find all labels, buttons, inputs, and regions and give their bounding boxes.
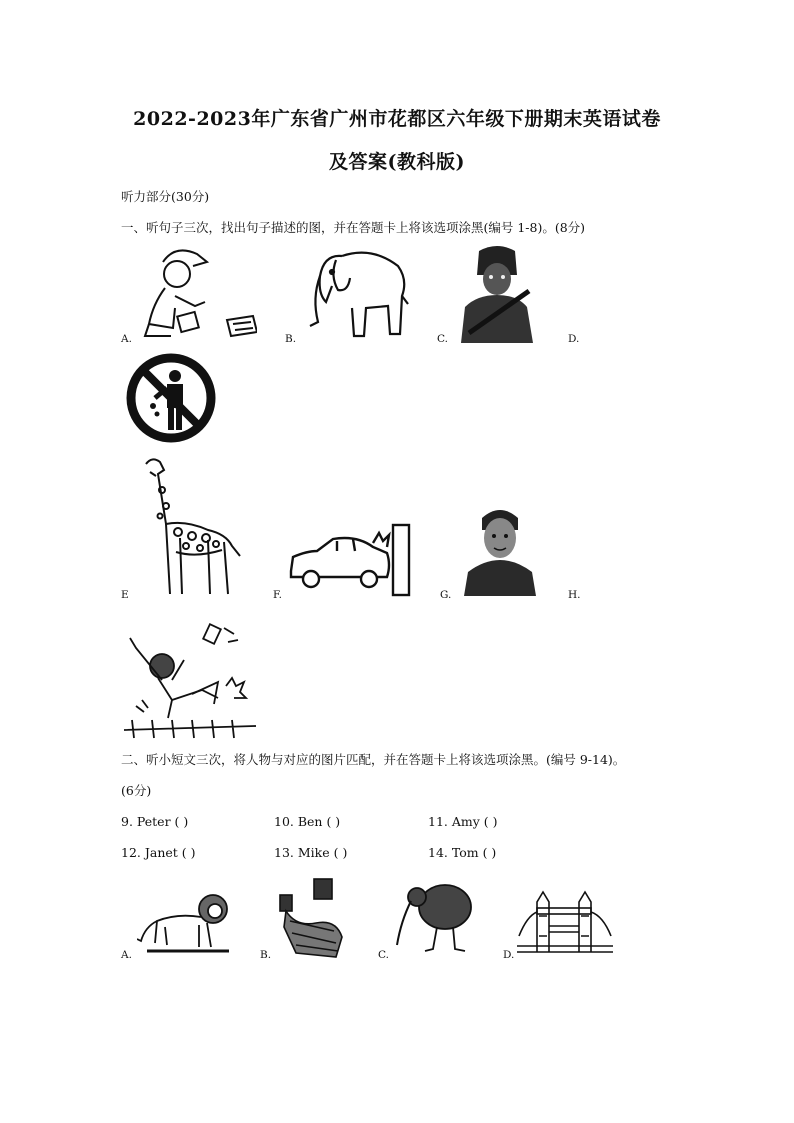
option-label-f: F.: [273, 589, 282, 601]
section-heading: 听力部分(30分): [121, 189, 210, 204]
match-label-a: A.: [121, 949, 132, 961]
match-label-b: B.: [260, 949, 272, 961]
match-label-d: D.: [503, 949, 515, 961]
option-label-b: B.: [285, 333, 297, 345]
tower-bridge-image: [517, 886, 613, 958]
option-label-g: G.: [440, 589, 452, 601]
kiwi-bird-image: [395, 873, 475, 953]
part2-instruction-score: (6分): [121, 783, 152, 798]
item-9: 9. Peter ( ): [121, 814, 189, 829]
page-subtitle: 及答案(教科版): [329, 151, 465, 173]
option-label-d: D.: [568, 333, 580, 345]
car-crash-image: [287, 521, 413, 597]
item-13: 13. Mike ( ): [274, 845, 348, 860]
option-label-a: A.: [121, 333, 132, 345]
great-wall-image: [276, 877, 348, 959]
elephant-image: [302, 246, 410, 342]
item-12: 12. Janet ( ): [121, 845, 196, 860]
page-title: 2022-2023年广东省广州市花都区六年级下册期末英语试卷: [133, 108, 661, 130]
part1-instruction: 一、听句子三次，找出句子描述的图，并在答题卡上将该选项涂黑(编号 1-8)。(8分): [121, 220, 586, 235]
option-label-h: H.: [568, 589, 581, 601]
part2-instruction: 二、听小短文三次，将人物与对应的图片匹配，并在答题卡上将该选项涂黑。(编号 9-14)。: [121, 752, 626, 767]
soldier-photo-image: [457, 245, 535, 343]
match-label-c: C.: [378, 949, 389, 961]
giraffe-image: [136, 454, 244, 596]
option-label-e: E: [121, 589, 129, 601]
man-portrait-photo-image: [464, 500, 536, 596]
lion-image: [137, 887, 231, 953]
man-slipping-image: [122, 620, 258, 740]
item-10: 10. Ben ( ): [274, 814, 341, 829]
item-11: 11. Amy ( ): [428, 814, 498, 829]
item-14: 14. Tom ( ): [428, 845, 497, 860]
option-label-c: C.: [437, 333, 448, 345]
boy-picking-paper-image: [135, 244, 257, 340]
no-littering-sign-image: [125, 352, 217, 444]
